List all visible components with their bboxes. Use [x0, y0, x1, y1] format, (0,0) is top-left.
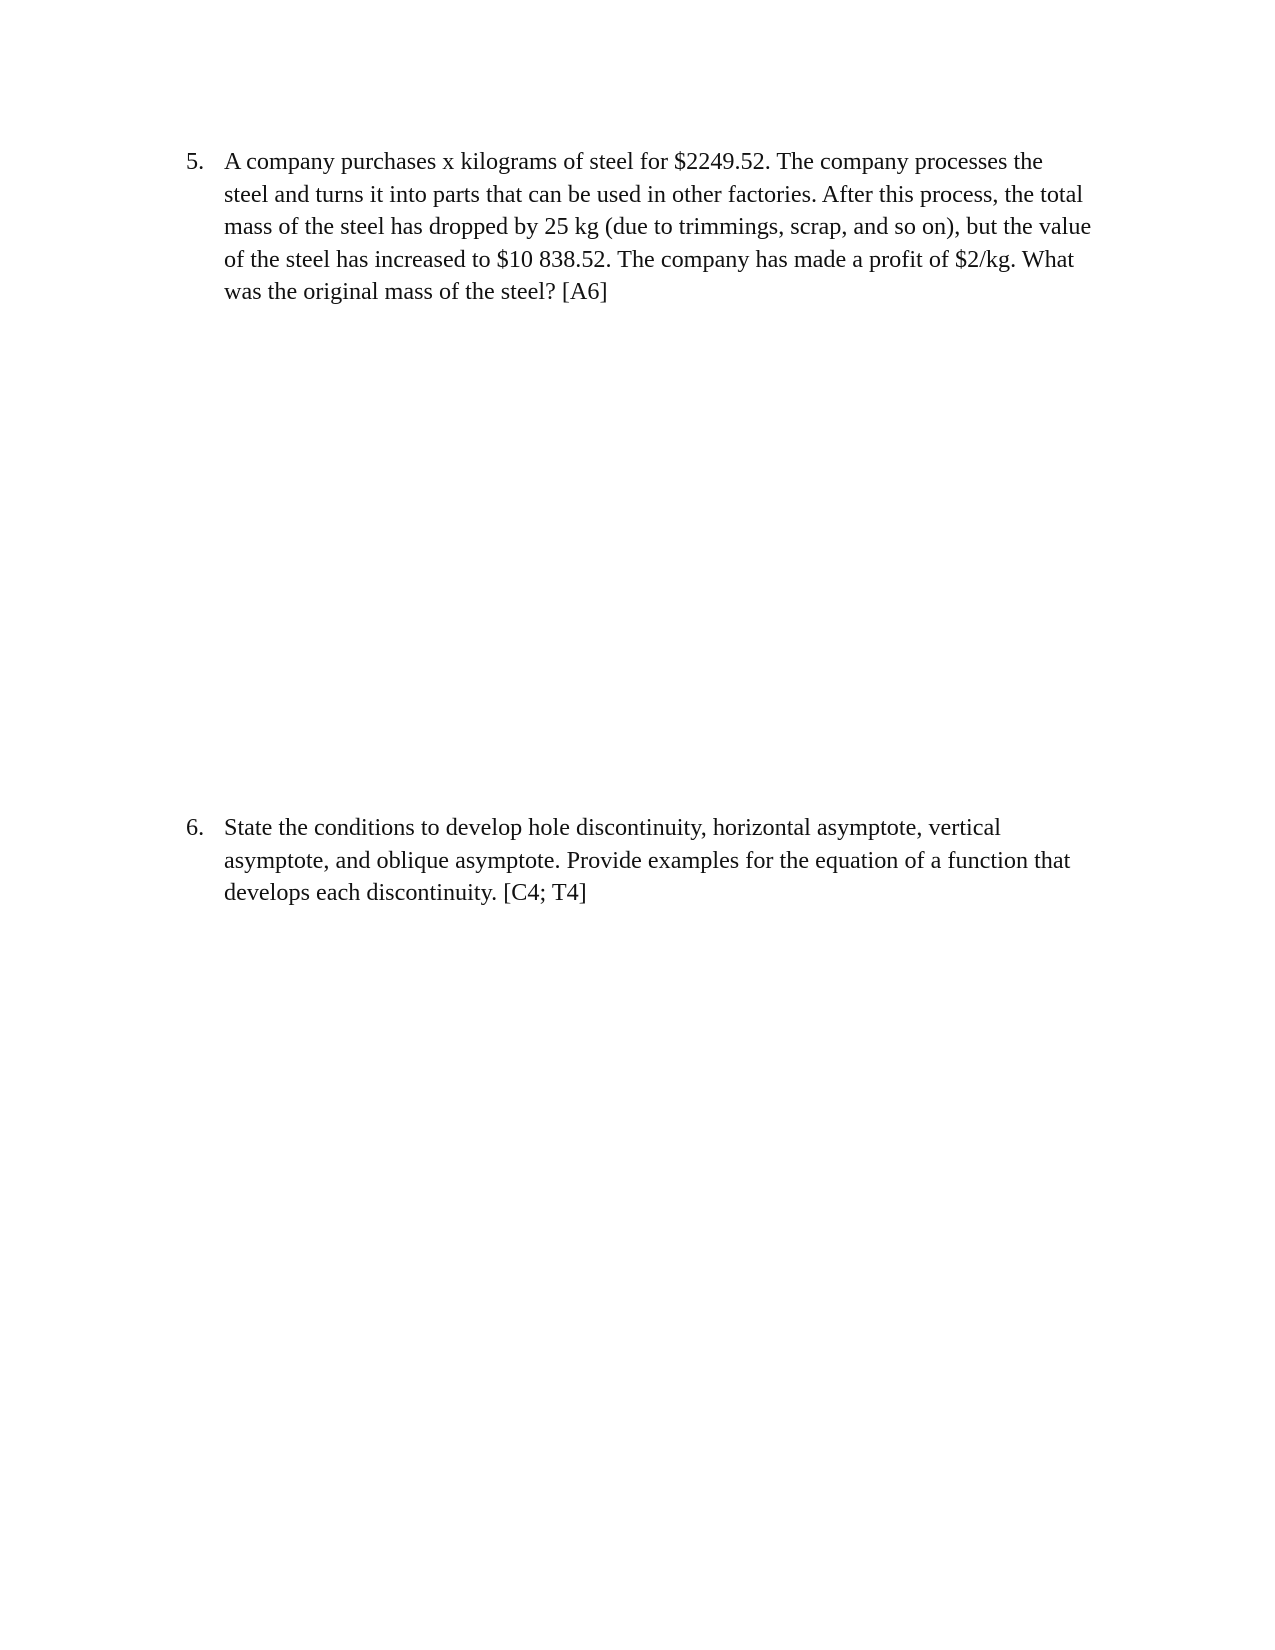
question-number: 5.: [186, 148, 205, 175]
question-text-line: asymptote, and oblique asymptote. Provide examples for the equation of a function that: [224, 846, 1071, 874]
question-text-line: develops each discontinuity. [C4; T4]: [224, 879, 587, 906]
question-text-line: steel and turns it into parts that can be used in other factories. After this process, the total: [224, 180, 1084, 208]
question-text-line: A company purchases x kilograms of steel for $2249.52. The company processes the: [224, 148, 1044, 175]
question-number: 6.: [186, 814, 205, 841]
question-text-line: State the conditions to develop hole discontinuity, horizontal asymptote, vertical: [224, 814, 1001, 841]
question-6: [186, 812, 1126, 910]
question-text-line: was the original mass of the steel? [A6]: [224, 278, 608, 305]
question-text-line: of the steel has increased to $10 838.52. The company has made a profit of $2/kg. What: [224, 245, 1075, 273]
question-5: [186, 146, 1126, 309]
question-text-line: mass of the steel has dropped by 25 kg (due to trimmings, scrap, and so on), but the value: [224, 213, 1092, 240]
